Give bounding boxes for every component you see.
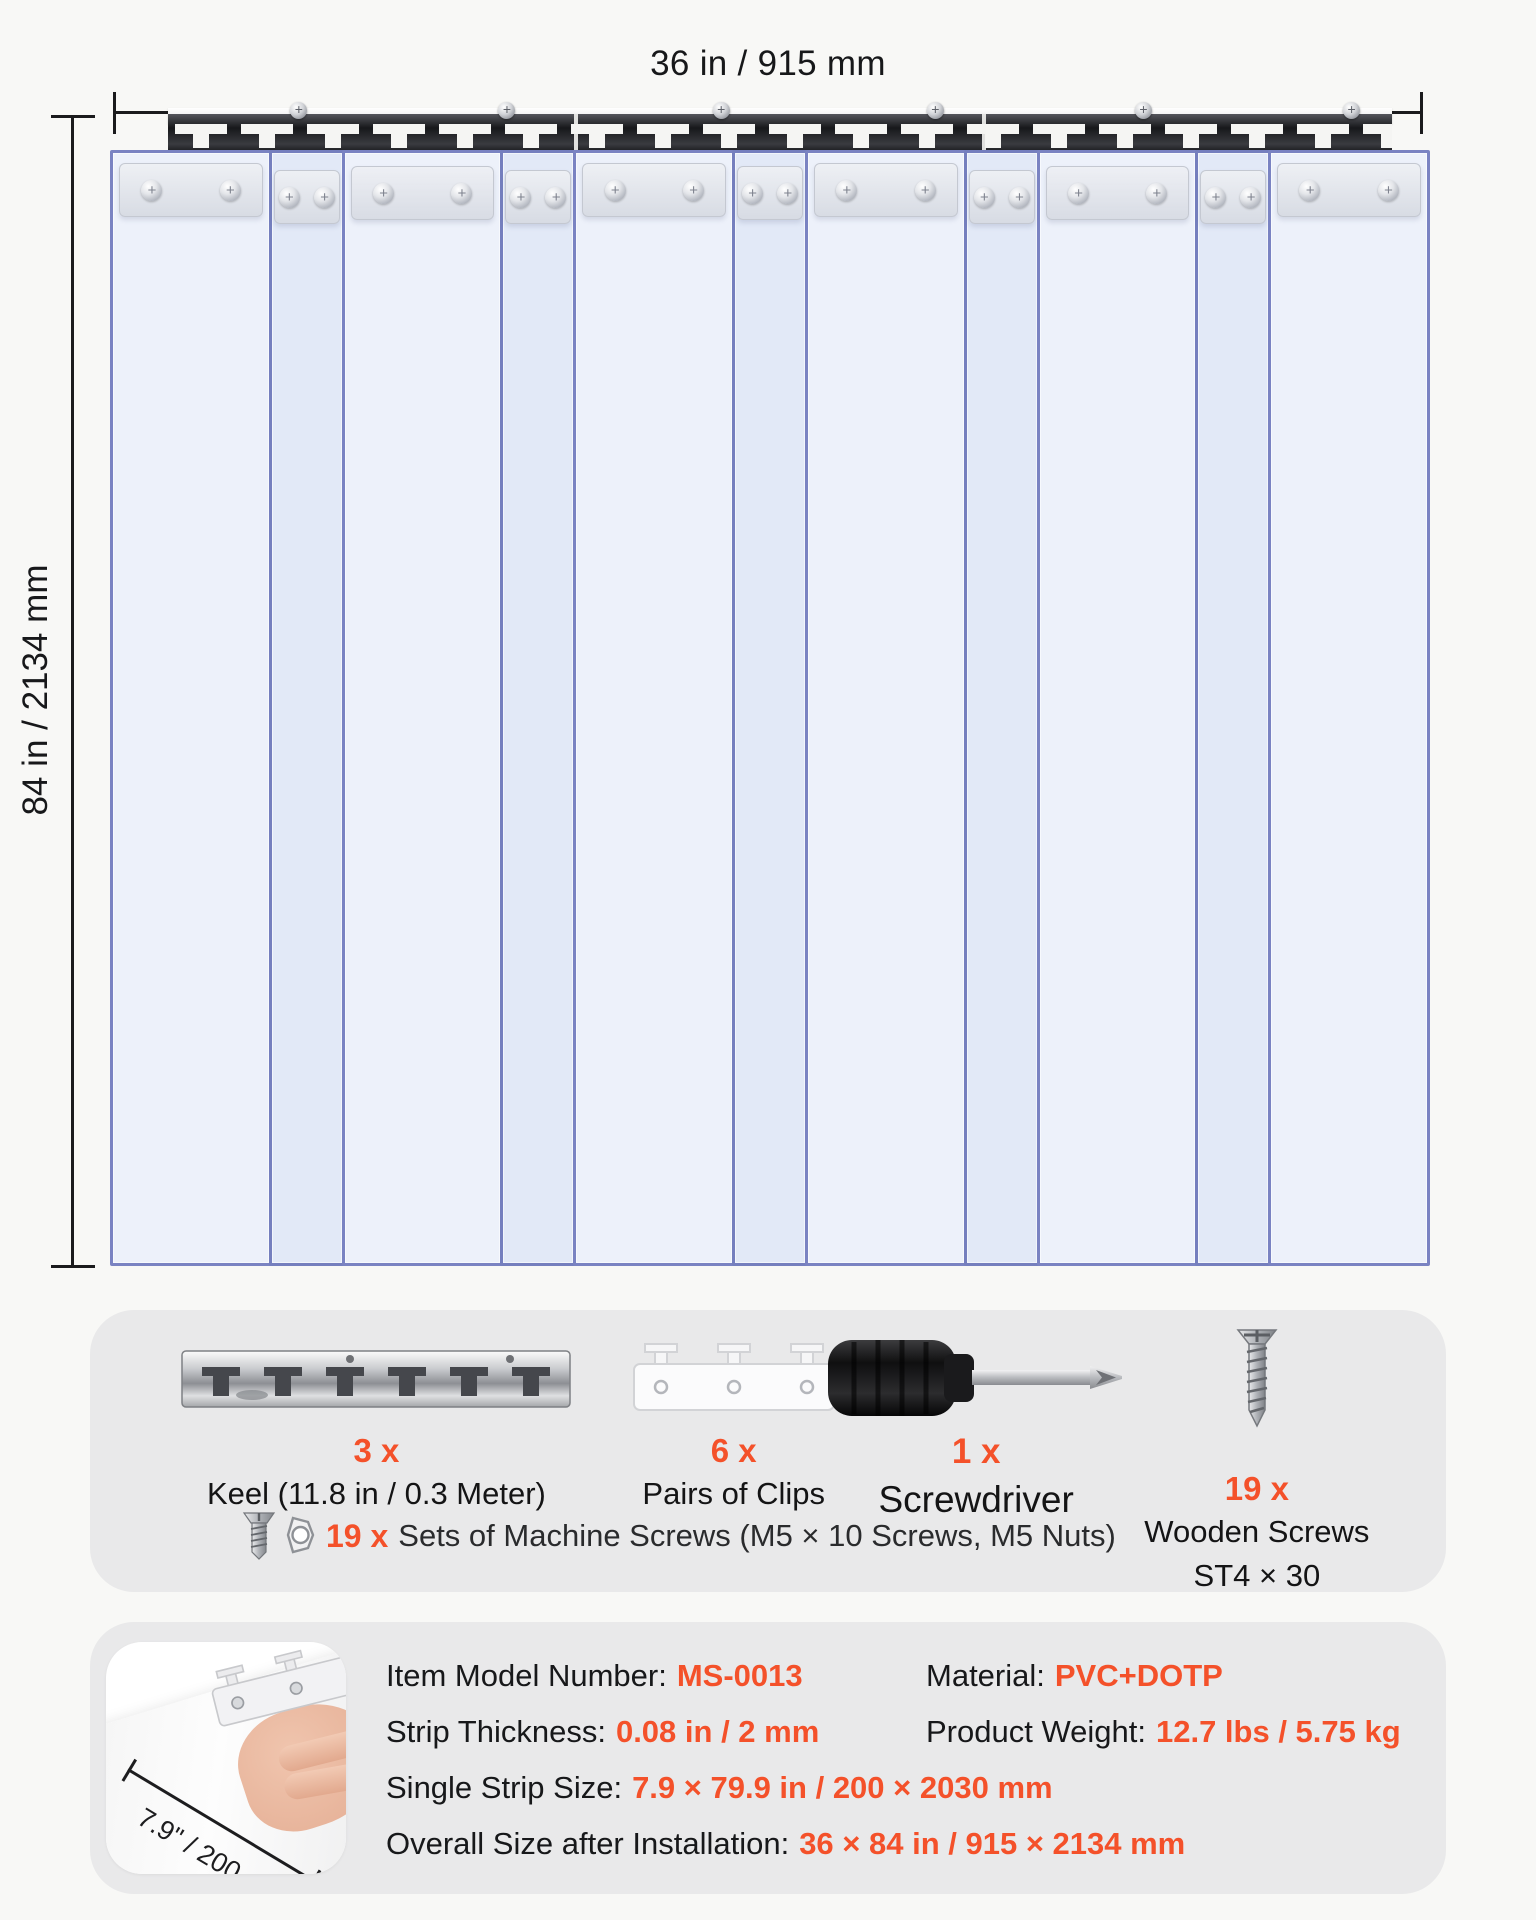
keel-seam (574, 114, 578, 154)
strip-clip-plate (814, 163, 958, 217)
rail-hooks-pattern (168, 114, 1392, 154)
strip-curtain-illustration (110, 106, 1430, 1266)
machine-screws-label: Sets of Machine Screws (M5 × 10 Screws, M5 Nuts) (398, 1518, 1116, 1553)
pvc-strip (732, 150, 808, 1266)
pvc-strip (1195, 150, 1271, 1266)
part-count: 3 x (353, 1432, 400, 1469)
included-parts-panel (90, 1310, 1446, 1592)
wooden-screw-icon (1234, 1326, 1280, 1430)
pvc-strip (1268, 150, 1430, 1266)
machine-screws-row (240, 1510, 1116, 1562)
pvc-strip (110, 150, 272, 1266)
strip-clip-plate (1046, 166, 1190, 220)
clips-icon (631, 1340, 837, 1416)
strip-clip-plate (1200, 170, 1266, 224)
rail-screw-icon (290, 102, 307, 119)
keel-seam (982, 114, 986, 154)
rail-screw-icon (713, 102, 730, 119)
strip-clip-plate (119, 163, 263, 217)
machine-screws-count: 19 x (326, 1517, 389, 1554)
part-wooden-screws (1104, 1326, 1410, 1596)
rail-screw-icon (1135, 102, 1152, 119)
keel-icon (180, 1343, 572, 1413)
pvc-strips (110, 150, 1430, 1266)
width-dimension-label: 36 in / 915 mm (650, 44, 886, 83)
height-dimension-line (71, 115, 74, 1268)
part-name: Wooden Screws (1144, 1514, 1370, 1549)
strip-clip-plate (582, 163, 726, 217)
pvc-strip (805, 150, 967, 1266)
strip-clip-plate (351, 166, 495, 220)
part-keel (134, 1326, 619, 1514)
height-dimension-label: 84 in / 2134 mm (16, 564, 55, 816)
strip-clip-plate (737, 166, 803, 220)
strip-clip-plate (505, 170, 571, 224)
strip-clip-plate (274, 170, 340, 224)
part-clips (619, 1326, 849, 1514)
screwdriver-icon (826, 1328, 1126, 1428)
spec-single-strip-size: Single Strip Size: 7.9 × 79.9 in / 200 × 2030 mm (386, 1770, 1053, 1805)
spec-item-model: Item Model Number: MS-0013 (386, 1658, 803, 1693)
strip-clip-plate (1277, 163, 1421, 217)
rail-screw-icon (1343, 102, 1360, 119)
rail-screw-icon (498, 102, 515, 119)
rail-screw-icon (927, 102, 944, 119)
pvc-strip (1037, 150, 1199, 1266)
pvc-strip (964, 150, 1040, 1266)
spec-material: Material: PVC+DOTP (926, 1658, 1223, 1693)
part-name-line2: ST4 × 30 (1193, 1557, 1321, 1593)
pvc-strip (342, 150, 504, 1266)
pvc-strip (269, 150, 345, 1266)
pvc-strip (573, 150, 735, 1266)
part-count: 1 x (951, 1432, 1001, 1471)
specs-list (386, 1648, 1426, 1872)
spec-product-weight: Product Weight: 12.7 lbs / 5.75 kg (926, 1714, 1401, 1749)
part-count: 19 x (1224, 1470, 1289, 1507)
strip-width-thumbnail (106, 1642, 346, 1874)
machine-screw-nut-icon (240, 1510, 316, 1562)
part-count: 6 x (710, 1432, 757, 1469)
strip-clip-plate (969, 170, 1035, 224)
part-name: Pairs of Clips (642, 1476, 826, 1511)
spec-overall-size: Overall Size after Installation: 36 × 84 in / 915 × 2134 mm (386, 1826, 1186, 1861)
spec-strip-thickness: Strip Thickness: 0.08 in / 2 mm (386, 1714, 820, 1749)
part-name: Keel (11.8 in / 0.3 Meter) (207, 1476, 546, 1511)
mounting-rail (168, 106, 1392, 154)
pvc-strip (500, 150, 576, 1266)
part-name: Screwdriver (878, 1479, 1074, 1520)
specifications-panel (90, 1622, 1446, 1894)
part-screwdriver (849, 1326, 1104, 1523)
